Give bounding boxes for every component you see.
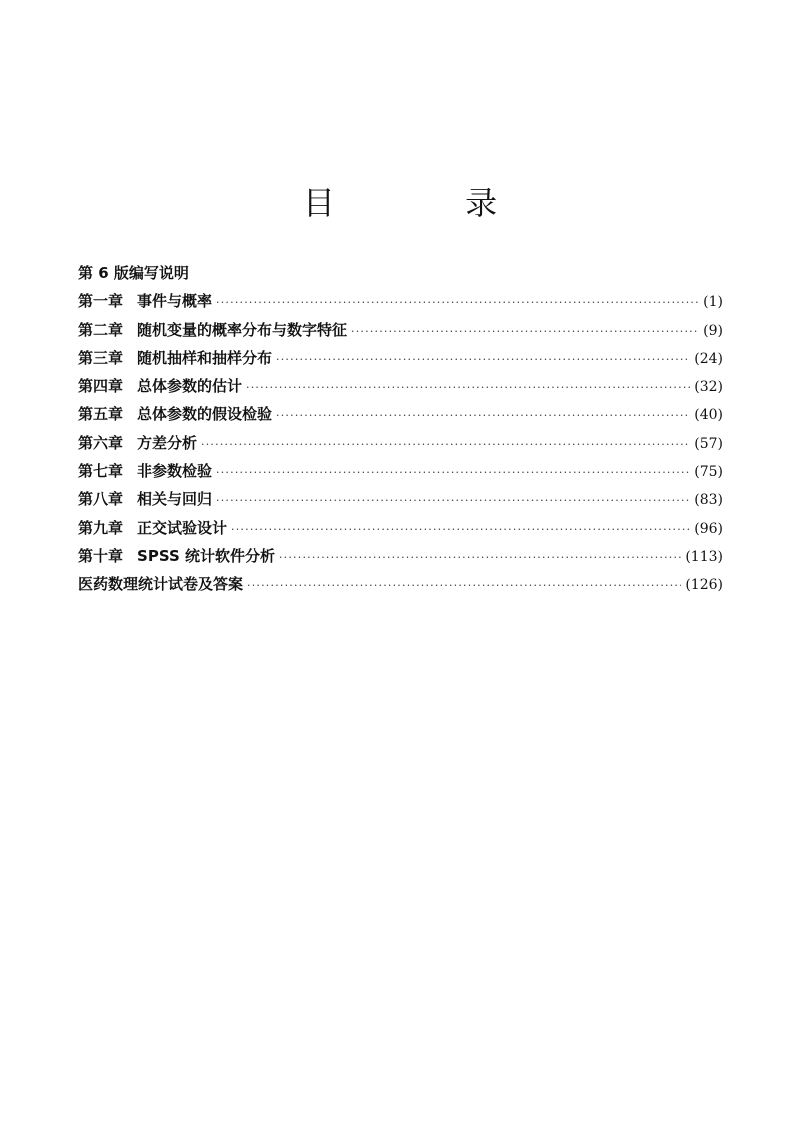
toc-appendix-title: 医药数理统计试卷及答案 xyxy=(78,575,244,594)
toc-leader-dots xyxy=(276,409,690,422)
toc-row[interactable] xyxy=(78,403,723,431)
toc-chapter-number: 第二章 xyxy=(78,320,124,339)
toc-page-number: (126) xyxy=(685,577,723,594)
toc-chapter-number: 第九章 xyxy=(78,518,124,537)
toc-row[interactable] xyxy=(78,319,723,347)
toc-chapter-number: 第八章 xyxy=(78,490,124,509)
toc-leader-dots xyxy=(247,579,681,592)
toc-chapter-title: SPSS 统计软件分析 xyxy=(137,546,275,565)
toc-chapter-title: 随机变量的概率分布与数字特征 xyxy=(137,320,348,339)
toc-chapter-title: 事件与概率 xyxy=(137,292,213,311)
toc-row[interactable] xyxy=(78,432,723,460)
toc-page-number: (1) xyxy=(703,294,723,311)
toc-preface-title: 第 6 版编写说明 xyxy=(78,264,189,282)
toc-row[interactable] xyxy=(78,375,723,403)
toc-row[interactable] xyxy=(78,488,723,516)
page-title: 目 录 xyxy=(302,184,558,222)
toc-chapter-title: 总体参数的假设检验 xyxy=(137,405,273,424)
toc-leader-dots xyxy=(351,325,699,338)
toc-page-number: (113) xyxy=(685,548,723,565)
toc-page-number: (83) xyxy=(694,492,723,509)
toc-row[interactable] xyxy=(78,460,723,488)
toc-page-number: (96) xyxy=(694,520,723,537)
toc-leader-dots xyxy=(279,551,681,564)
table-of-contents xyxy=(78,262,723,602)
toc-leader-dots xyxy=(216,494,690,507)
toc-page-number: (57) xyxy=(694,435,723,452)
toc-chapter-title: 非参数检验 xyxy=(137,462,213,481)
toc-chapter-title: 正交试验设计 xyxy=(137,518,228,537)
toc-chapter-number: 第四章 xyxy=(78,377,124,396)
toc-leader-dots xyxy=(246,381,690,394)
toc-chapter-title: 随机抽样和抽样分布 xyxy=(137,348,273,367)
toc-chapter-title: 总体参数的估计 xyxy=(137,377,243,396)
toc-chapter-number: 第七章 xyxy=(78,462,124,481)
toc-row[interactable] xyxy=(78,347,723,375)
toc-page-number: (32) xyxy=(694,379,723,396)
toc-leader-dots xyxy=(201,438,690,451)
toc-page-number: (40) xyxy=(694,407,723,424)
toc-leader-dots xyxy=(216,466,690,479)
toc-row[interactable] xyxy=(78,545,723,573)
toc-leader-dots xyxy=(276,353,690,366)
toc-leader-dots xyxy=(231,523,690,536)
toc-chapter-number: 第六章 xyxy=(78,433,124,452)
toc-chapter-number: 第十章 xyxy=(78,546,124,565)
toc-chapter-title: 相关与回归 xyxy=(137,490,213,509)
toc-appendix-row[interactable] xyxy=(78,573,723,601)
toc-leader-dots xyxy=(216,296,699,309)
toc-preface-row[interactable] xyxy=(78,262,723,290)
toc-chapter-number: 第五章 xyxy=(78,405,124,424)
toc-row[interactable] xyxy=(78,517,723,545)
toc-page-number: (9) xyxy=(703,322,723,339)
toc-chapter-title: 方差分析 xyxy=(137,433,198,452)
toc-row[interactable] xyxy=(78,290,723,318)
toc-chapter-number: 第三章 xyxy=(78,348,124,367)
toc-page-number: (24) xyxy=(694,350,723,367)
toc-page-number: (75) xyxy=(694,464,723,481)
toc-chapter-number: 第一章 xyxy=(78,292,124,311)
